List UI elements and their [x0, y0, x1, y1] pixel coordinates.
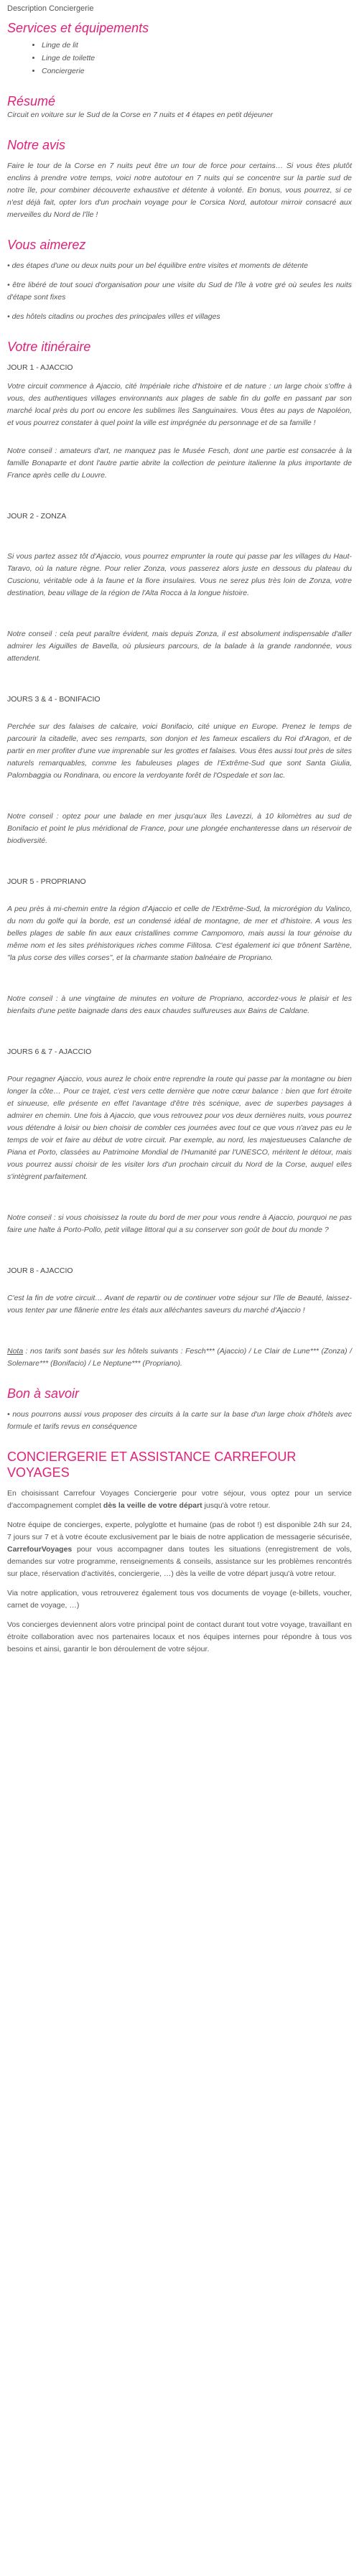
conciergerie-p4: Vos concierges deviennent alors votre principal point de contact durant tout votre voyage, travaillant en étroite collaboration avec nos partenaires locaux et nos équipes internes pour répondre à tous vos besoins et ainsi, garantir le bon déroulement de votre séjour. — [7, 1620, 352, 1653]
jour34-text: Perchée sur des falaises de calcaire, voici Bonifacio, cité unique en Europe. Prenez le temps de parcourir la citadelle, avec ses remparts, son donjon et les fameux escaliers du Roi d'Aragon, et de partir en mer profiter d'une vue imprenable sur les grottes et falaises. Vous êtes aussi tout près de sites naturels remarquables, comme les fabuleuses plages de l'Extrême-Sud que sont Santa Giulia, Palombaggia ou Rondinara, ou encore la verdoyante forêt de l'Ospedale et son lac. — [7, 722, 352, 780]
vous-aimerez-item: • des étapes d'une ou deux nuits pour un bel équilibre entre visites et moments de détente — [7, 261, 308, 270]
description-label: Description Conciergerie — [7, 4, 94, 13]
bon-a-savoir-title: Bon à savoir — [7, 1386, 80, 1401]
list-item: • Linge de lit — [42, 39, 352, 52]
jour8-heading: JOUR 8 - AJACCIO — [7, 1266, 73, 1275]
jour34-conseil: Notre conseil : optez pour une balade en mer jusqu'aux îles Lavezzi, à 10 kilomètres au sud de Bonifacio et point le plus méridional de France, pour une plongée enchanteresse dans un réservoir de biodiversité. — [7, 812, 352, 845]
jour67-heading: JOURS 6 & 7 - AJACCIO — [7, 1047, 92, 1056]
jour2-conseil: Notre conseil : cela peut paraître évident, mais depuis Zonza, il est absolument indispensable d'aller admirer les Aiguilles de Bavella, où plusieurs parcours, de la balade à la grande randonnée, vous attendent. — [7, 630, 352, 663]
services-title: Services et équipements — [7, 21, 149, 35]
bon-a-savoir-text: • nous pourrons aussi vous proposer des circuits à la carte sur la base d'un large choix d'hôtels avec formule et tarifs revus en conséquence — [7, 1410, 352, 1431]
conciergerie-p1-bold: dès la veille de votre départ — [103, 1501, 202, 1510]
conciergerie-p1 — [7, 1488, 352, 1512]
vous-aimerez-title: Vous aimerez — [7, 238, 86, 252]
list-item: • Linge de toilette — [42, 52, 352, 65]
jour8-text: C'est la fin de votre circuit… Avant de repartir ou de continuer votre séjour sur l'île de Beauté, laissez-vous tenter par une flânerie entre les étals aux alléchantes saveurs du marché d'Ajaccio ! — [7, 1294, 352, 1315]
services-list — [7, 39, 352, 78]
list-item: • Conciergerie — [42, 65, 352, 78]
vous-aimerez-item: • être libéré de tout souci d'organisation pour une visite du Sud de l'île à votre gré où seules les nuits d'étape sont fixes — [7, 281, 352, 302]
conciergerie-p2 — [7, 1519, 352, 1580]
jour5-text: A peu près à mi-chemin entre la région d'Ajaccio et celle de l'Extrême-Sud, la microrégion du Valinco, du nom du golfe qui la borde, est un condensé idéal de montagne, de mer et d'histoire. A vous les belles plages de sable fin aux eaux cristallines comme Campomoro, mais aussi la tour génoise du même nom et les sites préhistoriques riches comme Filitosa. C'est également ici que trônent Sartène, "la plus corse des villes corses", et la charmante station balnéaire de Propriano. — [7, 905, 352, 962]
conciergerie-p2-bold: CarrefourVoyages — [7, 1545, 73, 1554]
resume-title: Résumé — [7, 94, 56, 108]
conciergerie-title: CONCIERGERIE ET ASSISTANCE CARREFOUR VOYAGES — [7, 1450, 297, 1480]
conciergerie-p2-a: Notre équipe de concierges, experte, polyglotte et humaine (pas de robot !) est disponible 24h sur 24, 7 jours sur 7 et à votre écoute exclusivement par le biais de notre application de messagerie sécurisée, — [7, 1521, 352, 1541]
jour2-text: Si vous partez assez tôt d'Ajaccio, vous pourrez emprunter la route qui passe par les villages du Haut-Taravo, où la nature règne. Pour relier Zonza, vous passerez alors juste en dessous du plateau du Cuscionu, véritable ode à la faune et la flore insulaires. Vous ne serez plus très loin de Zonza, votre destination, beau village de la région de l'Alta Rocca à la longue histoire. — [7, 552, 352, 597]
conciergerie-p2-b: pour vous accompagner dans toutes les situations (enregistrement de vols, demandes sur votre programme, renseignements & conseils, assistance sur les problèmes rencontrés sur place, réservation d'activités, conciergerie, …) dès la veille de votre départ jusqu'à votre retour. — [7, 1545, 352, 1578]
jour1-conseil: Notre conseil : amateurs d'art, ne manquez pas le Musée Fesch, dont une partie est consacrée à la famille Bonaparte et dont l'autre partie abrite la collection de peinture italienne la plus importante de France après celle du Louvre. — [7, 447, 352, 480]
jour67-conseil: Notre conseil : si vous choisissez la route du bord de mer pour vous rendre à Ajaccio, pourquoi ne pas faire une halte à Porto-Pollo, petit village littoral qui a su conserver son goût de bout du monde ? — [7, 1213, 352, 1234]
conciergerie-p1-a: En choisissant Carrefour Voyages Conciergerie pour votre séjour, vous optez pour un service d'accompagnement complet — [7, 1489, 352, 1510]
notre-avis-title: Notre avis — [7, 138, 66, 152]
jour5-conseil: Notre conseil : à une vingtaine de minutes en voiture de Propriano, accordez-vous le plaisir et les bienfaits d'une petite baignade dans des eaux chaudes sulfureuses aux Bains de Caldane. — [7, 994, 352, 1015]
jour67-text: Pour regagner Ajaccio, vous aurez le choix entre reprendre la route qui passe par la montagne ou bien longer la côte… Pour ce trajet, c'est vers cette dernière que notre cœur balance : bien que fort étroite et sinueuse, elle présente en effet l'avantage d'être très scénique, avec de superbes paysages à admirer en chemin. Une fois à Ajaccio, que vous retrouvez pour vos deux dernières nuits, vous pourrez vous détendre à loisir ou bien choisir de combler ces journées avec tout ce que vous n'avez pas eu le temps de voir et faire au début de votre circuit. Par exemple, au nord, les majestueuses Calanche de Piana et Porto, classées au Patrimoine Mondial de l'Humanité par l'UNESCO, méritent le détour, mais vous pourrez aussi choisir de les visiter lors d'un prochain circuit du Nord de la Corse, auquel elles s'intègrent parfaitement. — [7, 1075, 352, 1181]
jour34-heading: JOURS 3 & 4 - BONIFACIO — [7, 695, 101, 704]
vous-aimerez-item: • des hôtels citadins ou proches des principales villes et villages — [7, 312, 220, 321]
resume-text: Circuit en voiture sur le Sud de la Corse en 7 nuits et 4 étapes en petit déjeuner — [7, 111, 274, 119]
nota-text: : nos tarifs sont basés sur les hôtels suivants : Fesch*** (Ajaccio) / Le Clair de Lune*** (Zonza) / Solemare*** (Bonifacio) / Le Neptune*** (Propriano). — [7, 1347, 352, 1368]
jour1-heading: JOUR 1 - AJACCIO — [7, 363, 73, 372]
conciergerie-p3: Via notre application, vous retrouverez également tous vos documents de voyage (e-billets, voucher, carnet de voyage, …) — [7, 1589, 352, 1610]
nota-label: Nota — [7, 1347, 24, 1355]
jour1-text: Votre circuit commence à Ajaccio, cité Impériale riche d'histoire et de nature : un large choix s'offre à vous, des authentiques villages environnants aux plages de sable fin du golfe en passant par son marché local près du port ou encore les sublimes îles Sanguinaires. Vous êtes au pays de Napoléon, et vous pourrez constater à quel point la ville est imprégnée du personnage et de sa famille ! — [7, 382, 352, 427]
conciergerie-p1-b: jusqu'à votre retour. — [202, 1501, 271, 1510]
nota-paragraph — [7, 1345, 352, 1370]
jour2-heading: JOUR 2 - ZONZA — [7, 512, 67, 521]
jour5-heading: JOUR 5 - PROPRIANO — [7, 877, 86, 886]
itineraire-title: Votre itinéraire — [7, 340, 91, 354]
notre-avis-text: Faire le tour de la Corse en 7 nuits peut être un tour de force pour certains… Si vous êtes plutôt enclins à prendre votre temps, voici notre autotour en 7 nuits qui se concentre sur la partie sud de notre île, pour combiner découverte exhaustive et détente à volonté. En bonus, vous pourrez, si ce n'est déjà fait, opter lors d'un prochain voyage pour le Corsica Nord, autotour mirroir consacré aux merveilles du Nord de l'île ! — [7, 162, 352, 219]
